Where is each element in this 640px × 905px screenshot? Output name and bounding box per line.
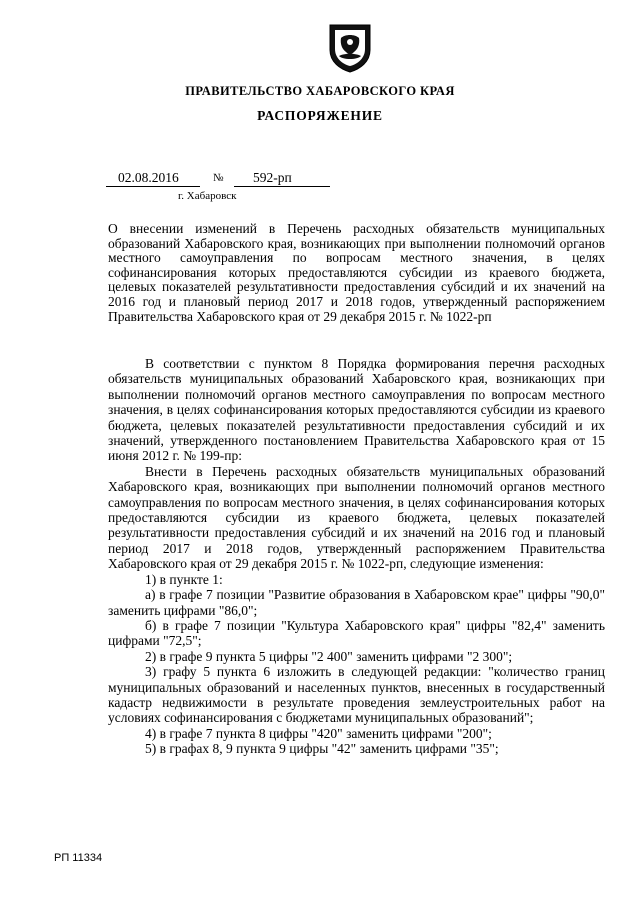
body-paragraph: 3) графу 5 пункта 6 изложить в следующей редакции: "количество границ муниципальных образований и населенных пунктов, внесенных в государственный кадастр недвижимости в результате проведения землеустроительных работ на условиях софинансирования с бюджетами муниципальных образований";	[108, 664, 605, 726]
body-paragraph: 1) в пункте 1:	[145, 571, 223, 587]
number-sign: №	[213, 172, 224, 184]
date-underline	[106, 186, 200, 187]
body-paragraph: В соответствии с пунктом 8 Порядка формирования перечня расходных обязательств муниципальных образований Хабаровского края, возникающих при выполнении полномочий органов местного самоуправления по вопросам местного значения, в целях софинансирования которых предоставляются субсидии из краевого бюджета, целевых показателей результативности предоставления субсидий и их значений, утвержденного постановлением Правительства Хабаровского края от 15 июня 2012 г. № 199-пр:	[108, 356, 605, 464]
body-paragraph: 4) в графе 7 пункта 8 цифры "420" заменить цифрами "200";	[145, 725, 492, 741]
coat-of-arms-icon	[327, 22, 373, 74]
body-paragraph: 2) в графе 9 пункта 5 цифры "2 400" заменить цифрами "2 300";	[145, 648, 513, 664]
body-paragraph: а) в графе 7 позиции "Развитие образования в Хабаровском крае" цифры "90,0" заменить цифрами "86,0";	[108, 587, 605, 618]
body-paragraph: б) в графе 7 позиции "Культура Хабаровского края" цифры "82,4" заменить цифрами "72,5";	[108, 617, 605, 649]
document-date: 02.08.2016	[118, 170, 179, 185]
document-city: г. Хабаровск	[178, 190, 237, 202]
organization-title: ПРАВИТЕЛЬСТВО ХАБАРОВСКОГО КРАЯ	[185, 84, 455, 98]
document-code: РП 11334	[54, 852, 103, 864]
body-paragraph: 5) в графах 8, 9 пункта 9 цифры "42" заменить цифрами "35";	[145, 741, 499, 757]
document-type-title: РАСПОРЯЖЕНИЕ	[257, 108, 383, 123]
document-subject: О внесении изменений в Перечень расходных обязательств муниципальных образований Хабаровского края, возникающих при выполнении полномочий органов местного самоуправления по вопросам местного значения, в целях софинансирования которых предоставляются субсидии из краевого бюджета, целевых показателей результативности предоставления субсидий и их значений на 2016 год и плановый период 2017 и 2018 годов, утвержденный распоряжением Правительства Хабаровского края от 29 декабря 2015 г. № 1022-рп	[108, 221, 605, 324]
number-underline	[234, 186, 330, 187]
document-body	[108, 356, 605, 757]
body-paragraph: Внести в Перечень расходных обязательств муниципальных образований Хабаровского края, возникающих при выполнении полномочий органов местного самоуправления по вопросам местного значения, в целях софинансирования которых предоставляются субсидии из краевого бюджета, целевых показателей результативности предоставления субсидий и их значений на 2016 год и плановый период 2017 и 2018 годов, утвержденный распоряжением Правительства Хабаровского края от 29 декабря 2015 г. № 1022-рп, следующие изменения:	[108, 463, 605, 572]
document-number: 592-рп	[253, 170, 292, 185]
